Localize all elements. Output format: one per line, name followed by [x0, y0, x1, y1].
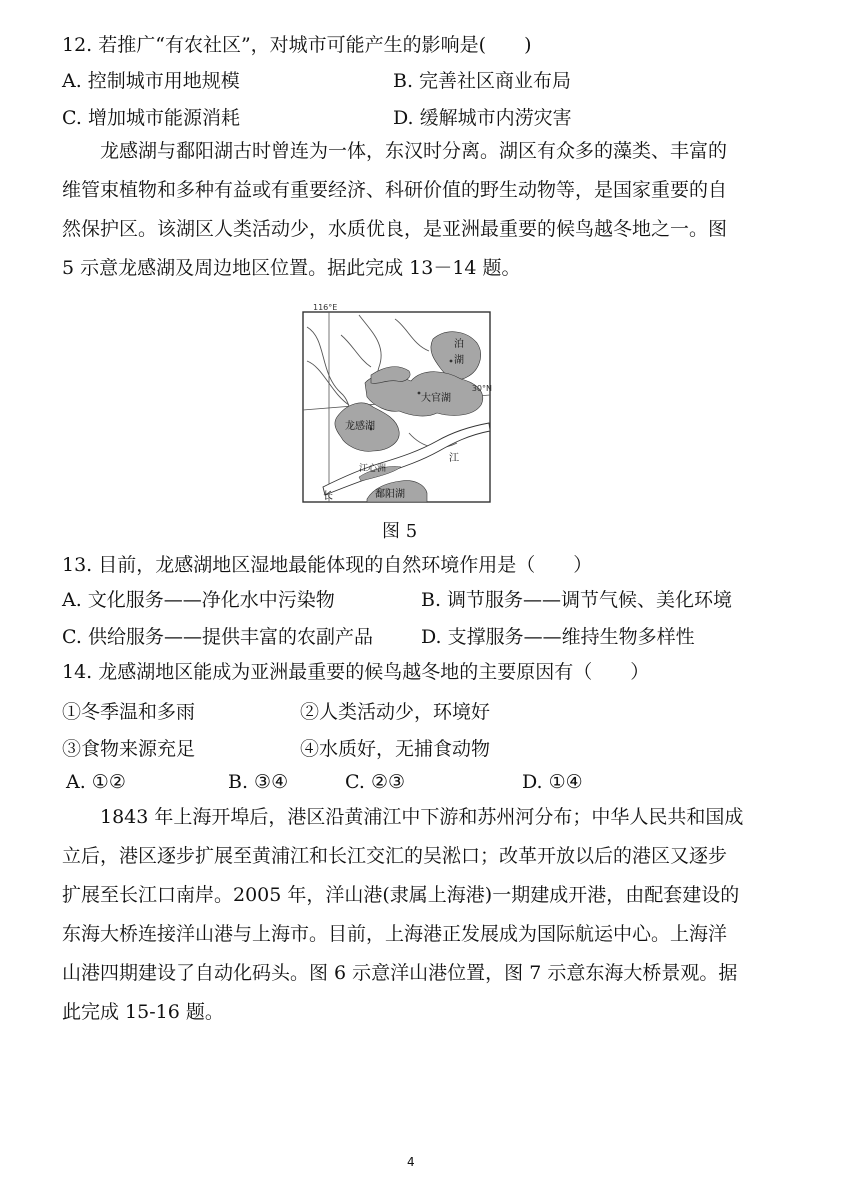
chang-label: 长 — [323, 491, 333, 502]
passage1-line: 然保护区。该湖区人类活动少，水质优良，是亚洲最重要的候鸟越冬地之一。图 — [62, 218, 728, 240]
poyang-label: 鄱阳湖 — [375, 489, 405, 500]
longgan-label: 龙感湖 — [345, 421, 375, 432]
q13-option-b: B. 调节服务——调节气候、美化环境 — [421, 589, 733, 611]
lake-dot — [450, 360, 453, 363]
longitude-label: 116°E — [313, 303, 338, 312]
q12-option-c: C. 增加城市能源消耗 — [62, 107, 240, 129]
q13-option-a: A. 文化服务——净化水中污染物 — [62, 589, 335, 611]
figure-5-map — [301, 301, 493, 505]
q13-option-c: C. 供给服务——提供丰富的农副产品 — [62, 626, 373, 648]
jiangxinzhou-label: 江心洲 — [359, 464, 387, 474]
passage1-line: 5 示意龙感湖及周边地区位置。据此完成 13－14 题。 — [62, 257, 521, 279]
passage2-line: 立后，港区逐步扩展至黄浦江和长江交汇的吴淞口；改革开放以后的港区又逐步 — [62, 845, 728, 867]
q14-option-d: D. ①④ — [522, 771, 583, 793]
q12-option-d: D. 缓解城市内涝灾害 — [393, 107, 572, 129]
q12-stem: 12. 若推广“有农社区”，对城市可能产生的影响是( ) — [62, 34, 532, 56]
q13-stem: 13. 目前，龙感湖地区湿地最能体现的自然环境作用是（ ） — [62, 554, 593, 576]
map-svg — [301, 301, 493, 505]
q14-statement-2: ②人类活动少，环境好 — [300, 701, 491, 723]
passage2-line: 此完成 15-16 题。 — [62, 1001, 224, 1023]
q14-option-c: C. ②③ — [345, 771, 406, 793]
q14-option-b: B. ③④ — [228, 771, 289, 793]
q14-option-a: A. ①② — [66, 771, 126, 793]
passage1-line: 维管束植物和多种有益或有重要经济、科研价值的野生动物等，是国家重要的自 — [62, 179, 728, 201]
lake-dot — [418, 392, 421, 395]
q12-option-b: B. 完善社区商业布局 — [393, 70, 572, 92]
q14-statement-1: ①冬季温和多雨 — [62, 701, 196, 723]
lake-label-b: 湖 — [454, 355, 464, 366]
passage2-line: 山港四期建设了自动化码头。图 6 示意洋山港位置，图 7 示意东海大桥景观。据 — [62, 962, 738, 984]
q14-stem: 14. 龙感湖地区能成为亚洲最重要的候鸟越冬地的主要原因有（ ） — [62, 661, 650, 683]
q12-option-a: A. 控制城市用地规模 — [62, 70, 240, 92]
passage1-line: 龙感湖与鄱阳湖古时曾连为一体，东汉时分离。湖区有众多的藻类、丰富的 — [100, 140, 728, 162]
passage-longgan-lake — [62, 132, 762, 288]
q14-statement-4: ④水质好，无捕食动物 — [300, 738, 491, 760]
passage-shanghai-port — [62, 798, 762, 1032]
latitude-label: 30°N — [471, 384, 492, 393]
lake-label-a: 泊 — [454, 339, 464, 350]
page-number: 4 — [407, 1155, 415, 1169]
passage2-line: 东海大桥连接洋山港与上海市。目前，上海港正发展成为国际航运中心。上海洋 — [62, 923, 728, 945]
q14-statement-3: ③食物来源充足 — [62, 738, 196, 760]
dagun-label: 大官湖 — [421, 393, 451, 404]
figure-5-caption: 图 5 — [382, 521, 418, 542]
jiang-label: 江 — [449, 453, 459, 464]
q13-option-d: D. 支撑服务——维持生物多样性 — [421, 626, 695, 648]
passage2-line: 1843 年上海开埠后，港区沿黄浦江中下游和苏州河分布；中华人民共和国成 — [100, 806, 744, 828]
passage2-line: 扩展至长江口南岸。2005 年，洋山港(隶属上海港)一期建成开港，由配套建设的 — [62, 884, 740, 906]
